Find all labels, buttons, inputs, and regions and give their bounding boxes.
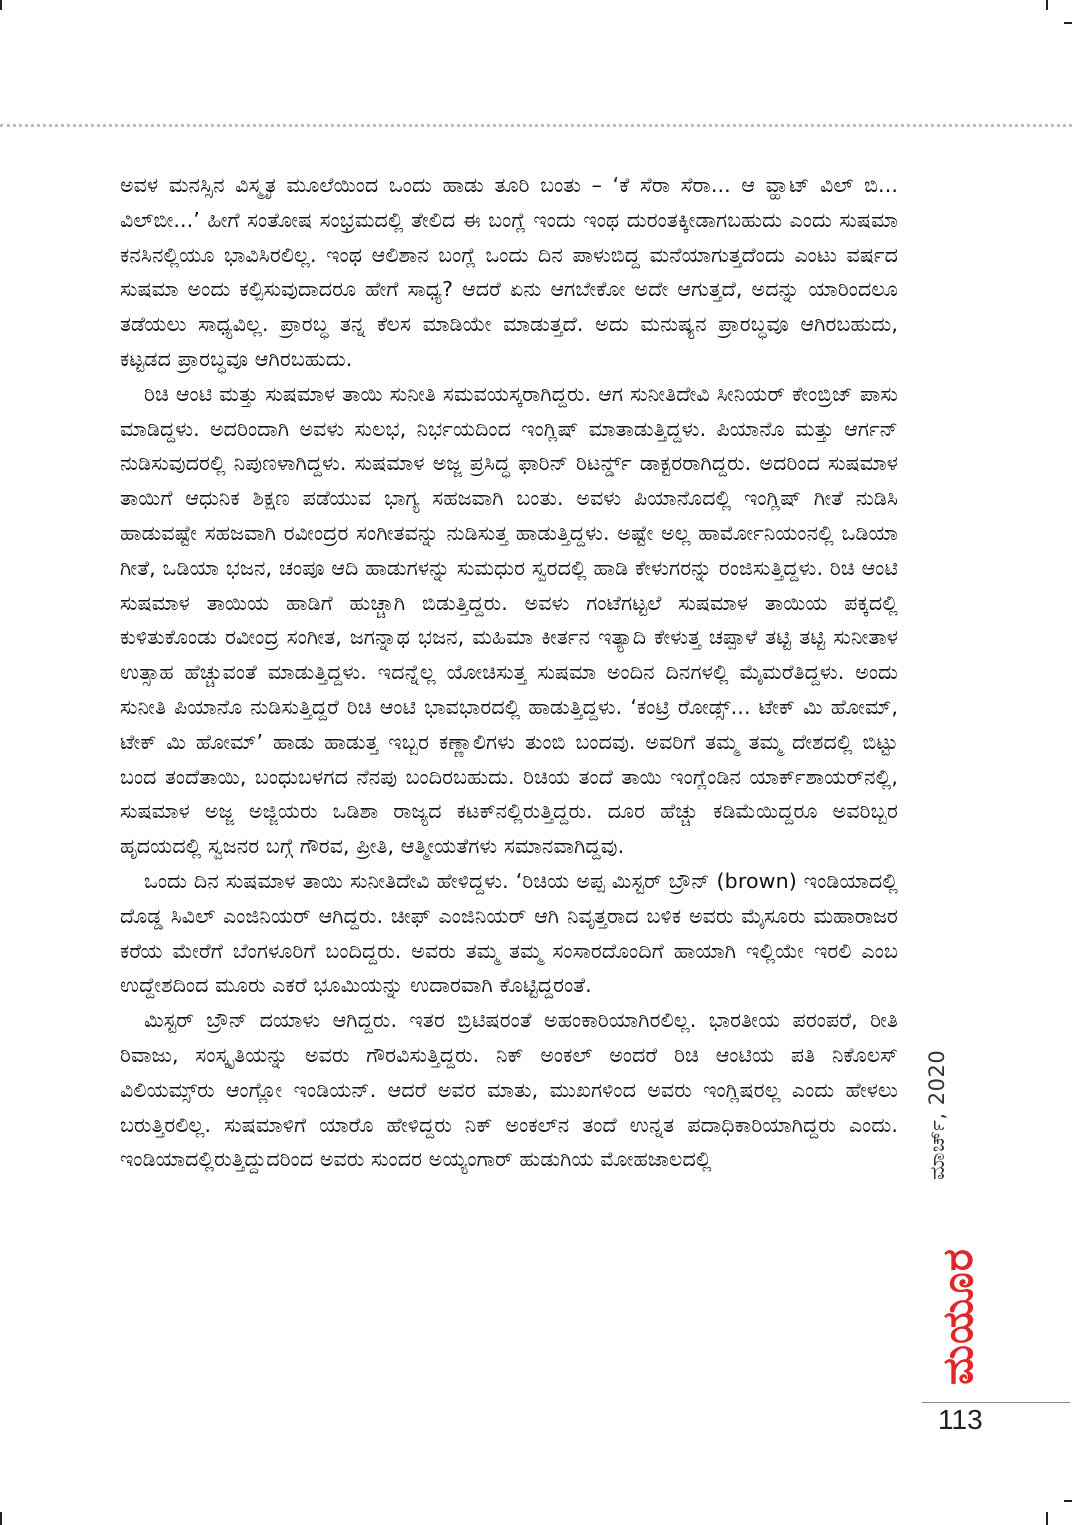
magazine-logo: ಮಯೂರ <box>933 1248 982 1385</box>
crop-mark-right-upper <box>1064 22 1072 24</box>
paragraph-3: ಒಂದು ದಿನ ಸುಷಮಾಳ ತಾಯಿ ಸುನೀತಿದೇವಿ ಹೇಳಿದ್ದಳು. ‘ರಿಚಿಯ ಅಪ್ಪ ಮಿಸ್ಟರ್ ಬ್ರೌನ್ (brown) ಇಂಡಿಯಾದಲ್ಲಿ ದೊಡ್ಡ ಸಿವಿಲ್ ಎಂಜಿನಿಯರ್ ಆಗಿದ್ದರು. ಚೀಫ್ ಎಂಜಿನಿಯರ್ ಆಗಿ ನಿವೃತ್ತರಾದ ಬಳಿಕ ಅವರು ಮೈಸೂರು ಮಹಾರಾಜರ ಕರೆಯ ಮೇರೆಗೆ ಬೆಂಗಳೂರಿಗೆ ಬಂದಿದ್ದರು. ಅವರು ತಮ್ಮ ತಮ್ಮ ಸಂಸಾರದೊಂದಿಗೆ ಹಾಯಾಗಿ ಇಲ್ಲಿಯೇ ಇರಲಿ ಎಂಬ ಉದ್ದೇಶದಿಂದ ಮೂರು ಎಕರೆ ಭೂಮಿಯನ್ನು ಉದಾರವಾಗಿ ಕೊಟ್ಟಿದ್ದರಂತೆ. <box>120 868 898 998</box>
issue-date: ಮಾರ್ಚ್, 2020 <box>925 1049 949 1180</box>
crop-mark-bottom-left <box>0 1512 2 1525</box>
crop-mark-bottom-right <box>1046 1512 1048 1525</box>
article-body <box>120 168 898 1177</box>
page-number: 113 <box>938 1404 983 1435</box>
paragraph-2: ರಿಚಿ ಆಂಟಿ ಮತ್ತು ಸುಷಮಾಳ ತಾಯಿ ಸುನೀತಿ ಸಮವಯಸ್ಕರಾಗಿದ್ದರು. ಆಗ ಸುನೀತಿದೇವಿ ಸೀನಿಯರ್ ಕೇಂಬ್ರಿಜ್ ಪಾಸು ಮಾಡಿದ್ದಳು. ಅದರಿಂದಾಗಿ ಅವಳು ಸುಲಭ, ನಿರ್ಭಯದಿಂದ ಇಂಗ್ಲಿಷ್ ಮಾತಾಡುತ್ತಿದ್ದಳು. ಪಿಯಾನೊ ಮತ್ತು ಆರ್ಗನ್ ನುಡಿಸುವುದರಲ್ಲಿ ನಿಪುಣಳಾಗಿದ್ದಳು. ಸುಷಮಾಳ ಅಜ್ಜ ಪ್ರಸಿದ್ಧ ಫಾರಿನ್ ರಿಟರ್ನ್ಡ್ ಡಾಕ್ಟರರಾಗಿದ್ದರು. ಅದರಿಂದ ಸುಷಮಾಳ ತಾಯಿಗೆ ಆಧುನಿಕ ಶಿಕ್ಷಣ ಪಡೆಯುವ ಭಾಗ್ಯ ಸಹಜವಾಗಿ ಬಂತು. ಅವಳು ಪಿಯಾನೊದಲ್ಲಿ ಇಂಗ್ಲಿಷ್ ಗೀತೆ ನುಡಿಸಿ ಹಾಡುವಷ್ಟೇ ಸಹಜವಾಗಿ ರವೀಂದ್ರರ ಸಂಗೀತವನ್ನು ನುಡಿಸುತ್ತ ಹಾಡುತ್ತಿದ್ದಳು. ಅಷ್ಟೇ ಅಲ್ಲ ಹಾರ್ಮೋನಿಯಂನಲ್ಲಿ ಒಡಿಯಾ ಗೀತೆ, ಒಡಿಯಾ ಭಜನ, ಚಂಪೂ ಆದಿ ಹಾಡುಗಳನ್ನು ಸುಮಧುರ ಸ್ವರದಲ್ಲಿ ಹಾಡಿ ಕೇಳುಗರನ್ನು ರಂಜಿಸುತ್ತಿದ್ದಳು. ರಿಚಿ ಆಂಟಿ ಸುಷಮಾಳ ತಾಯಿಯ ಹಾಡಿಗೆ ಹುಚ್ಚಾಗಿ ಬಿಡುತ್ತಿದ್ದರು. ಅವಳು ಗಂಟೆಗಟ್ಟಲೆ ಸುಷಮಾಳ ತಾಯಿಯ ಪಕ್ಕದಲ್ಲಿ ಕುಳಿತುಕೊಂಡು ರವೀಂದ್ರ ಸಂಗೀತ, ಜಗನ್ನಾಥ ಭಜನ, ಮಹಿಮಾ ಕೀರ್ತನ ಇತ್ಯಾದಿ ಕೇಳುತ್ತ ಚಪ್ಪಾಳೆ ತಟ್ಟಿ ತಟ್ಟಿ ಸುನೀತಾಳ ಉತ್ಸಾಹ ಹೆಚ್ಚುವಂತೆ ಮಾಡುತ್ತಿದ್ದಳು. ಇದನ್ನೆಲ್ಲ ಯೋಚಿಸುತ್ತ ಸುಷಮಾ ಅಂದಿನ ದಿನಗಳಲ್ಲಿ ಮೈಮರೆತಿದ್ದಳು. ಅಂದು ಸುನೀತಿ ಪಿಯಾನೊ ನುಡಿಸುತ್ತಿದ್ದರೆ ರಿಚಿ ಆಂಟಿ ಭಾವಭಾರದಲ್ಲಿ ಹಾಡುತ್ತಿದ್ದಳು. ‘ಕಂಟ್ರಿ ರೋಡ್ಸ್... ಟೇಕ್ ಮಿ ಹೋಮ್, ಟೇಕ್ ಮಿ ಹೋಮ್’ ಹಾಡು ಹಾಡುತ್ತ ಇಬ್ಬರ ಕಣ್ಣಾಲಿಗಳು ತುಂಬಿ ಬಂದವು. ಅವರಿಗೆ ತಮ್ಮ ತಮ್ಮ ದೇಶದಲ್ಲಿ ಬಿಟ್ಟು ಬಂದ ತಂದೆತಾಯಿ, ಬಂಧುಬಳಗದ ನೆನಪು ಬಂದಿರಬಹುದು. ರಿಚಿಯ ತಂದೆ ತಾಯಿ ಇಂಗ್ಲೆಂಡಿನ ಯಾರ್ಕ್‌ಶಾಯರ್‌ನಲ್ಲಿ, ಸುಷಮಾಳ ಅಜ್ಜ ಅಜ್ಜಿಯರು ಒಡಿಶಾ ರಾಜ್ಯದ ಕಟಕ್‌ನಲ್ಲಿರುತ್ತಿದ್ದರು. ದೂರ ಹೆಚ್ಚು ಕಡಿಮೆಯಿದ್ದರೂ ಅವರಿಬ್ಬರ ಹೃದಯದಲ್ಲಿ ಸ್ವಜನರ ಬಗ್ಗೆ ಗೌರವ, ಪ್ರೀತಿ, ಆತ್ಮೀಯತೆಗಳು ಸಮಾನವಾಗಿದ್ದವು. <box>120 381 898 859</box>
header-dotted-rule <box>0 124 1072 127</box>
page-number-rule <box>922 1402 1070 1403</box>
crop-mark-right-lower <box>1064 1500 1072 1502</box>
paragraph-1: ಅವಳ ಮನಸ್ಸಿನ ವಿಸ್ಮೃತ ಮೂಲೆಯಿಂದ ಒಂದು ಹಾಡು ತೂರಿ ಬಂತು – ‘ಕೆ ಸೆರಾ ಸೆರಾ... ಆ ವ್ಹಾಟ್ ವಿಲ್ ಬಿ... ವಿಲ್‌ಬೀ...’ ಹೀಗೆ ಸಂತೋಷ ಸಂಭ್ರಮದಲ್ಲಿ ತೇಲಿದ ಈ ಬಂಗ್ಲೆ ಇಂದು ಇಂಥ ದುರಂತಕ್ಕೀಡಾಗಬಹುದು ಎಂದು ಸುಷಮಾ ಕನಸಿನಲ್ಲಿಯೂ ಭಾವಿಸಿರಲಿಲ್ಲ. ಇಂಥ ಆಲಿಶಾನ ಬಂಗ್ಲೆ ಒಂದು ದಿನ ಪಾಳುಬಿದ್ದ ಮನೆಯಾಗುತ್ತದೆಂದು ಎಂಟು ವರ್ಷದ ಸುಷಮಾ ಅಂದು ಕಲ್ಪಿಸುವುದಾದರೂ ಹೇಗೆ ಸಾಧ್ಯ? ಆದರೆ ಏನು ಆಗಬೇಕೋ ಅದೇ ಆಗುತ್ತದೆ, ಅದನ್ನು ಯಾರಿಂದಲೂ ತಡೆಯಲು ಸಾಧ್ಯವಿಲ್ಲ. ಪ್ರಾರಬ್ಧ ತನ್ನ ಕೆಲಸ ಮಾಡಿಯೇ ಮಾಡುತ್ತದೆ. ಅದು ಮನುಷ್ಯನ ಪ್ರಾರಬ್ಧವೂ ಆಗಿರಬಹುದು, ಕಟ್ಟಡದ ಪ್ರಾರಬ್ಧವೂ ಆಗಿರಬಹುದು. <box>120 173 898 371</box>
paragraph-4: ಮಿಸ್ಟರ್ ಬ್ರೌನ್ ದಯಾಳು ಆಗಿದ್ದರು. ಇತರ ಬ್ರಿಟಿಷರಂತೆ ಅಹಂಕಾರಿಯಾಗಿರಲಿಲ್ಲ. ಭಾರತೀಯ ಪರಂಪರೆ, ರೀತಿ ರಿವಾಜು, ಸಂಸ್ಕೃತಿಯನ್ನು ಅವರು ಗೌರವಿಸುತ್ತಿದ್ದರು. ನಿಕ್ ಅಂಕಲ್ ಅಂದರೆ ರಿಚಿ ಆಂಟಿಯ ಪತಿ ನಿಕೊಲಸ್ ವಿಲಿಯಮ್ಸ್‌ರು ಆಂಗ್ಲೋ ಇಂಡಿಯನ್. ಆದರೆ ಅವರ ಮಾತು, ಮುಖಗಳಿಂದ ಅವರು ಇಂಗ್ಲಿಷರಲ್ಲ ಎಂದು ಹೇಳಲು ಬರುತ್ತಿರಲಿಲ್ಲ. ಸುಷಮಾಳಿಗೆ ಯಾರೊ ಹೇಳಿದ್ದರು ನಿಕ್ ಅಂಕಲ್‌ನ ತಂದೆ ಉನ್ನತ ಪದಾಧಿಕಾರಿಯಾಗಿದ್ದರು ಎಂದು. ಇಂಡಿಯಾದಲ್ಲಿರುತ್ತಿದ್ದುದರಿಂದ ಅವರು ಸುಂದರ ಅಯ್ಯಂಗಾರ್ ಹುಡುಗಿಯ ಮೋಹಜಾಲದಲ್ಲಿ <box>120 1008 898 1172</box>
crop-mark-top-left <box>0 0 2 10</box>
crop-mark-top-right <box>1046 0 1048 10</box>
